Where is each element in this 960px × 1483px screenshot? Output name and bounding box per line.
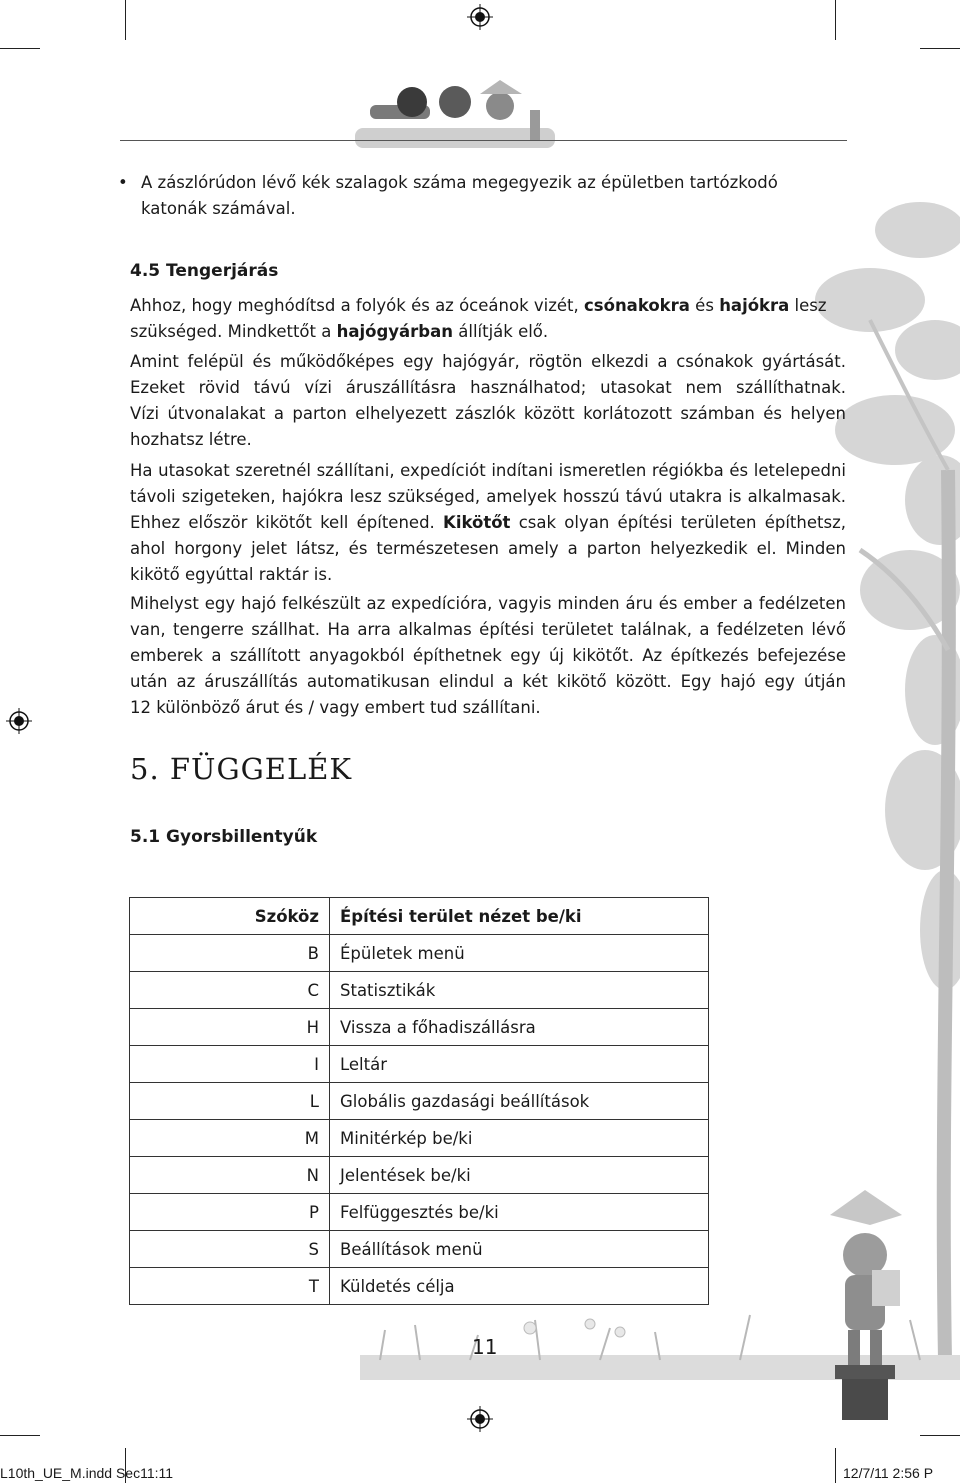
table-row [130,972,709,1009]
action-cell: Globális gazdasági beállítások [330,1083,709,1120]
characters-illustration [350,80,560,152]
bullet-marker: • [118,173,128,192]
table-row [130,935,709,972]
bold-term: Kikötőt [443,513,511,532]
key-cell: L [130,1083,330,1120]
footer-timestamp: 12/7/11 2:56 P [843,1465,934,1481]
section-heading-4-5: 4.5 Tengerjárás [130,261,279,281]
paragraph-expedition: Mihelyst egy hajó felkészült az expedícióra, vagyis minden áru és ember a fedélzeten van, tengerre szállhat. Ha arra alkalmas építési területet találnak, a fedélzeten lévő emberek a szállított anyagokból építhetnek egy új kikötőt. Az építkezés befejezése után az áruszállítás automatikusan elindul a két kikötő között. Egy hajó egy útján 12 különböző árut és / vagy embert tud szállítani. [130,594,846,717]
registration-mark-left [6,708,32,734]
registration-mark-top [467,4,493,30]
bullet-line: A zászlórúdon lévő kék szalagok száma megegyezik az épületben tartózkodó [141,173,778,192]
page-number: 11 [472,1335,498,1359]
registration-mark-bottom [467,1406,493,1432]
action-cell: Felfüggesztés be/ki [330,1194,709,1231]
section-heading-5-1: 5.1 Gyorsbillentyűk [130,827,318,847]
bold-term: csónakokra [584,296,690,315]
table-row [130,1157,709,1194]
paragraph-shipyard: Amint felépül és működőképes egy hajógyár, rögtön elkezdi a csónakok gyártását. Ezeket rövid távú vízi áruszállításra használhatod; utasokat nem szállíthatnak. Vízi útvonalakat a parton elhelyezett zászlók között korlátozott számban és helyen hozhatsz létre. [130,352,846,449]
bullet-line: katonák számával. [141,199,296,218]
header-rule [120,140,847,141]
key-cell: M [130,1120,330,1157]
action-cell: Építési terület nézet be/ki [330,898,709,935]
action-cell: Vissza a főhadiszállásra [330,1009,709,1046]
shortcut-table [129,897,709,1305]
table-row [130,1009,709,1046]
key-cell: H [130,1009,330,1046]
key-cell: C [130,972,330,1009]
bullet-item [118,170,848,222]
key-cell: T [130,1268,330,1305]
key-cell: N [130,1157,330,1194]
key-cell: I [130,1046,330,1083]
footer-file-info: L10th_UE_M.indd Sec11:11 [0,1465,174,1481]
paragraph-intro: Ahhoz, hogy meghódítsd a folyók és az óceánok vizét, csónakokra és hajókra lesz szükséged. Mindkettőt a hajógyárban állítják elő. [130,296,827,341]
key-cell: B [130,935,330,972]
action-cell: Épületek menü [330,935,709,972]
paragraph-ships: Ha utasokat szeretnél szállítani, expedíciót indítani ismeretlen régiókba és letelepedni távoli szigeteken, hajókra lesz szükséged, amelyek hosszú távú utakra is alkalmasak. Ehhez először kikötőt kell építened. Kikötőt csak olyan építési területen építhetsz, ahol horgony jelet látsz, és természetesen amely a parton helyezkedik el. Minden kikötő egyúttal raktár is. [130,461,846,584]
action-cell: Minitérkép be/ki [330,1120,709,1157]
table-row [130,1268,709,1305]
table-row [130,1194,709,1231]
action-cell: Leltár [330,1046,709,1083]
action-cell: Jelentések be/ki [330,1157,709,1194]
action-cell: Statisztikák [330,972,709,1009]
statue-illustration [810,1185,920,1420]
key-cell: Szóköz [130,898,330,935]
key-cell: S [130,1231,330,1268]
action-cell: Küldetés célja [330,1268,709,1305]
key-cell: P [130,1194,330,1231]
action-cell: Beállítások menü [330,1231,709,1268]
table-row [130,1046,709,1083]
table-row [130,1120,709,1157]
bold-term: hajókra [719,296,790,315]
table-row [130,1231,709,1268]
chapter-heading: 5. FÜGGELÉK [130,752,353,786]
bold-term: hajógyárban [336,322,453,341]
table-header-row [130,898,709,935]
table-row [130,1083,709,1120]
